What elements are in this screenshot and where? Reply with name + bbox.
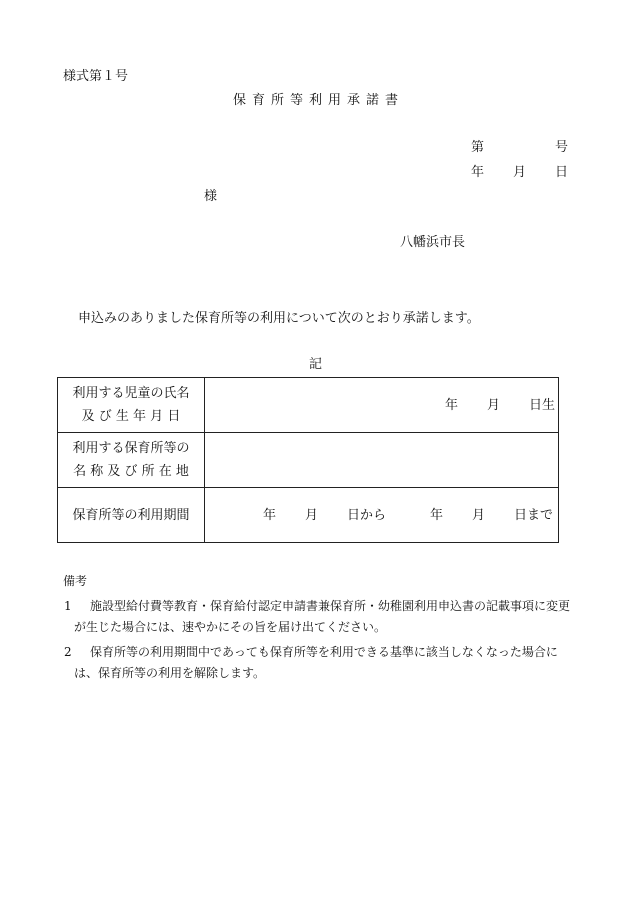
details-table	[57, 377, 559, 543]
birth-month-label: 月	[487, 398, 501, 413]
from-year-label: 年	[263, 508, 277, 523]
date-year: 年	[471, 165, 485, 180]
note-number: 2	[64, 645, 72, 659]
usage-period-value	[205, 488, 559, 543]
addressee-suffix: 様	[204, 189, 218, 204]
table-row	[58, 378, 559, 433]
child-name-birthdate-label: 利用する児童の氏名 及 び 生 年 月 日	[58, 378, 205, 433]
facility-name-address-value	[205, 433, 559, 488]
record-heading: 記	[309, 357, 323, 372]
note-text: 保育所等の利用期間中であっても保育所等を利用できる基準に該当しなくなった場合には、保育所等の利用を解除します。	[74, 645, 558, 680]
to-year-label: 年	[430, 508, 444, 523]
document-title: 保育所等利用承諾書	[233, 93, 405, 108]
date-day: 日	[555, 165, 569, 180]
to-month-label: 月	[472, 508, 486, 523]
from-month-label: 月	[305, 508, 319, 523]
ref-number-suffix: 号	[555, 140, 569, 155]
birth-year-label: 年	[445, 398, 459, 413]
notes-heading: 備考	[63, 574, 88, 588]
birth-day-label: 日生	[529, 398, 556, 413]
table-row	[58, 488, 559, 543]
usage-period-label: 保育所等の利用期間	[58, 488, 205, 543]
body-text: 申込みのありました保育所等の利用について次のとおり承諾します。	[78, 311, 480, 326]
child-name-birthdate-value	[205, 378, 559, 433]
form-number: 様式第１号	[63, 69, 129, 84]
to-day-label: 日まで	[514, 508, 554, 523]
issuer-name: 八幡浜市長	[400, 235, 466, 250]
ref-number-prefix: 第	[471, 140, 485, 155]
table-row	[58, 433, 559, 488]
from-day-label: 日から	[347, 508, 387, 523]
date-month: 月	[513, 165, 527, 180]
note-number: 1	[64, 599, 72, 613]
note-text: 施設型給付費等教育・保育給付認定申請書兼保育所・幼稚園利用申込書の記載事項に変更が生じた場合には、速やかにその旨を届け出てください。	[74, 599, 571, 634]
facility-name-address-label: 利用する保育所等の 名 称 及 び 所 在 地	[58, 433, 205, 488]
